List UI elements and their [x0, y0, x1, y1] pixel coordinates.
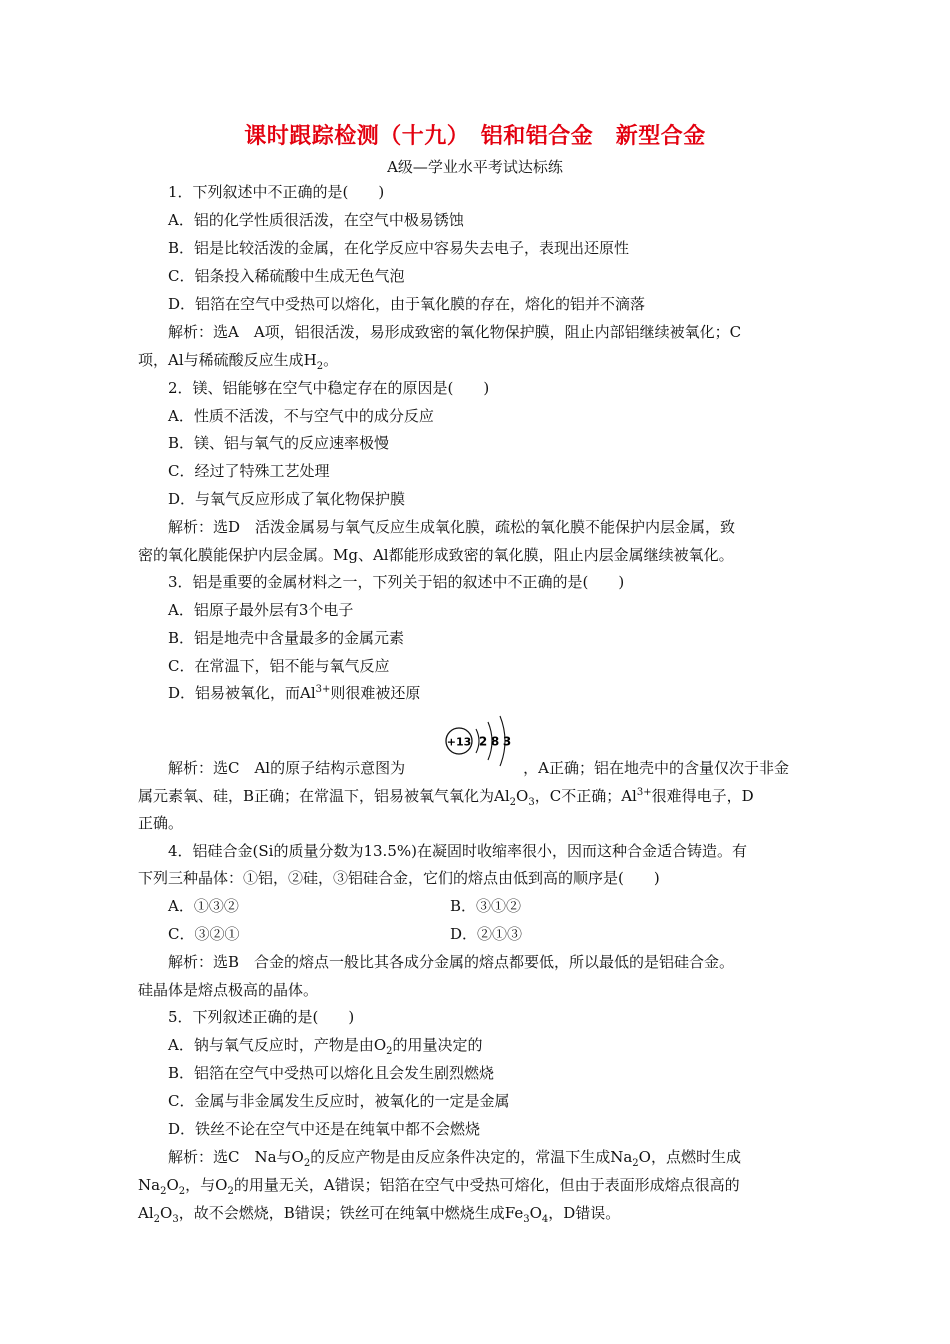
q2-option-c: C．经过了特殊工艺处理: [168, 462, 330, 480]
q4-stem-line2: 下列三种晶体：①铝，②硅，③铝硅合金，它们的熔点由低到高的顺序是( ): [138, 869, 660, 887]
q1-option-b: B．铝是比较活泼的金属，在化学反应中容易失去电子，表现出还原性: [168, 239, 630, 257]
q1-option-a: A．铝的化学性质很活泼，在空气中极易锈蚀: [168, 211, 464, 229]
atom-shell-2-count: 8: [490, 734, 500, 749]
q4-option-d: D．②①③: [450, 925, 523, 943]
section-subtitle: A级—学业水平考试达标练: [387, 158, 563, 176]
q5-option-d: D．铁丝不论在空气中还是在纯氧中都不会燃烧: [168, 1120, 481, 1138]
q1-stem: 1．下列叙述中不正确的是( ): [168, 183, 385, 201]
atom-shell-1-count: 2: [478, 734, 488, 749]
q4-answer-line2: 硅晶体是熔点极高的晶体。: [138, 981, 319, 999]
q4-stem-line1: 4．铝硅合金(Si的质量分数为13.5%)在凝固时收缩率很小，因而这种合金适合铸造。有: [168, 842, 747, 860]
q5-option-a: A．钠与氧气反应时，产物是由$O_2$的用量决定的: [168, 1036, 483, 1057]
atom-nucleus-label: +13: [446, 735, 472, 749]
q5-stem: 5．下列叙述正确的是( ): [168, 1008, 355, 1026]
q2-option-d: D．与氧气反应形成了氧化物保护膜: [168, 490, 406, 508]
atom-shell-3-count: 3: [502, 734, 512, 749]
q3-option-d: D．铝易被氧化，而$Al^{3+}$则很难被还原: [168, 684, 421, 702]
q1-answer-line1: 解析：选A A项，铝很活泼，易形成致密的氧化物保护膜，阻止内部铝继续被氧化；C: [168, 323, 742, 341]
q4-option-a: A．①③②: [168, 897, 239, 915]
page-title: 课时跟踪检测（十九） 铝和铝合金 新型合金: [244, 124, 706, 149]
q5-option-c: C．金属与非金属发生反应时，被氧化的一定是金属: [168, 1092, 510, 1110]
q3-option-a: A．铝原子最外层有3个电子: [168, 601, 354, 619]
q5-option-b: B．铝箔在空气中受热可以熔化且会发生剧烈燃烧: [168, 1064, 495, 1082]
q3-answer-line1: 解析：选C Al的原子结构示意图为 ，A正确；铝在地壳中的含量仅次于非金: [168, 759, 789, 777]
q2-option-b: B．镁、铝与氧气的反应速率极慢: [168, 434, 390, 452]
q4-option-b: B．③①②: [450, 897, 522, 915]
q1-option-d: D．铝箔在空气中受热可以熔化，由于氧化膜的存在，熔化的铝并不滴落: [168, 295, 646, 313]
q3-stem: 3．铝是重要的金属材料之一，下列关于铝的叙述中不正确的是( ): [168, 573, 625, 591]
q2-option-a: A．性质不活泼，不与空气中的成分反应: [168, 407, 434, 425]
q3-answer-line2: 属元素氧、硅，B正确；在常温下，铝易被氧气氧化为$Al_2O_3$，C不正确；$Al^{3+}$很难得电子，D: [138, 787, 754, 808]
q3-answer-line3: 正确。: [138, 814, 184, 832]
q2-answer-line1: 解析：选D 活泼金属易与氧气反应生成氧化膜，疏松的氧化膜不能保护内层金属，致: [168, 518, 736, 536]
q2-stem: 2．镁、铝能够在空气中稳定存在的原因是( ): [168, 379, 490, 397]
q4-answer-line1: 解析：选B 合金的熔点一般比其各成分金属的熔点都要低，所以最低的是铝硅合金。: [168, 953, 735, 971]
q2-answer-line2: 密的氧化膜能保护内层金属。Mg、Al都能形成致密的氧化膜，阻止内层金属继续被氧化。: [138, 546, 734, 564]
q1-answer-line2: 项，Al与稀硫酸反应生成$H_2$。: [138, 351, 339, 372]
q4-option-c: C．③②①: [168, 925, 240, 943]
q3-option-b: B．铝是地壳中含量最多的金属元素: [168, 629, 405, 647]
q1-option-c: C．铝条投入稀硫酸中生成无色气泡: [168, 267, 405, 285]
q3-option-c: C．在常温下，铝不能与氧气反应: [168, 657, 390, 675]
q5-answer-line3: $Al_2O_3$，故不会燃烧，B错误；铁丝可在纯氧中燃烧生成$Fe_3O_4$，D错误。: [138, 1204, 621, 1225]
q5-answer-line2: $Na_2O_2$，与$O_2$的用量无关，A错误；铝箔在空气中受热可熔化，但由于表面形成熔点很高的: [138, 1176, 740, 1197]
q5-answer-line1: 解析：选C Na与$O_2$的反应产物是由反应条件决定的，常温下生成$Na_2O$，点燃时生成: [168, 1148, 741, 1169]
